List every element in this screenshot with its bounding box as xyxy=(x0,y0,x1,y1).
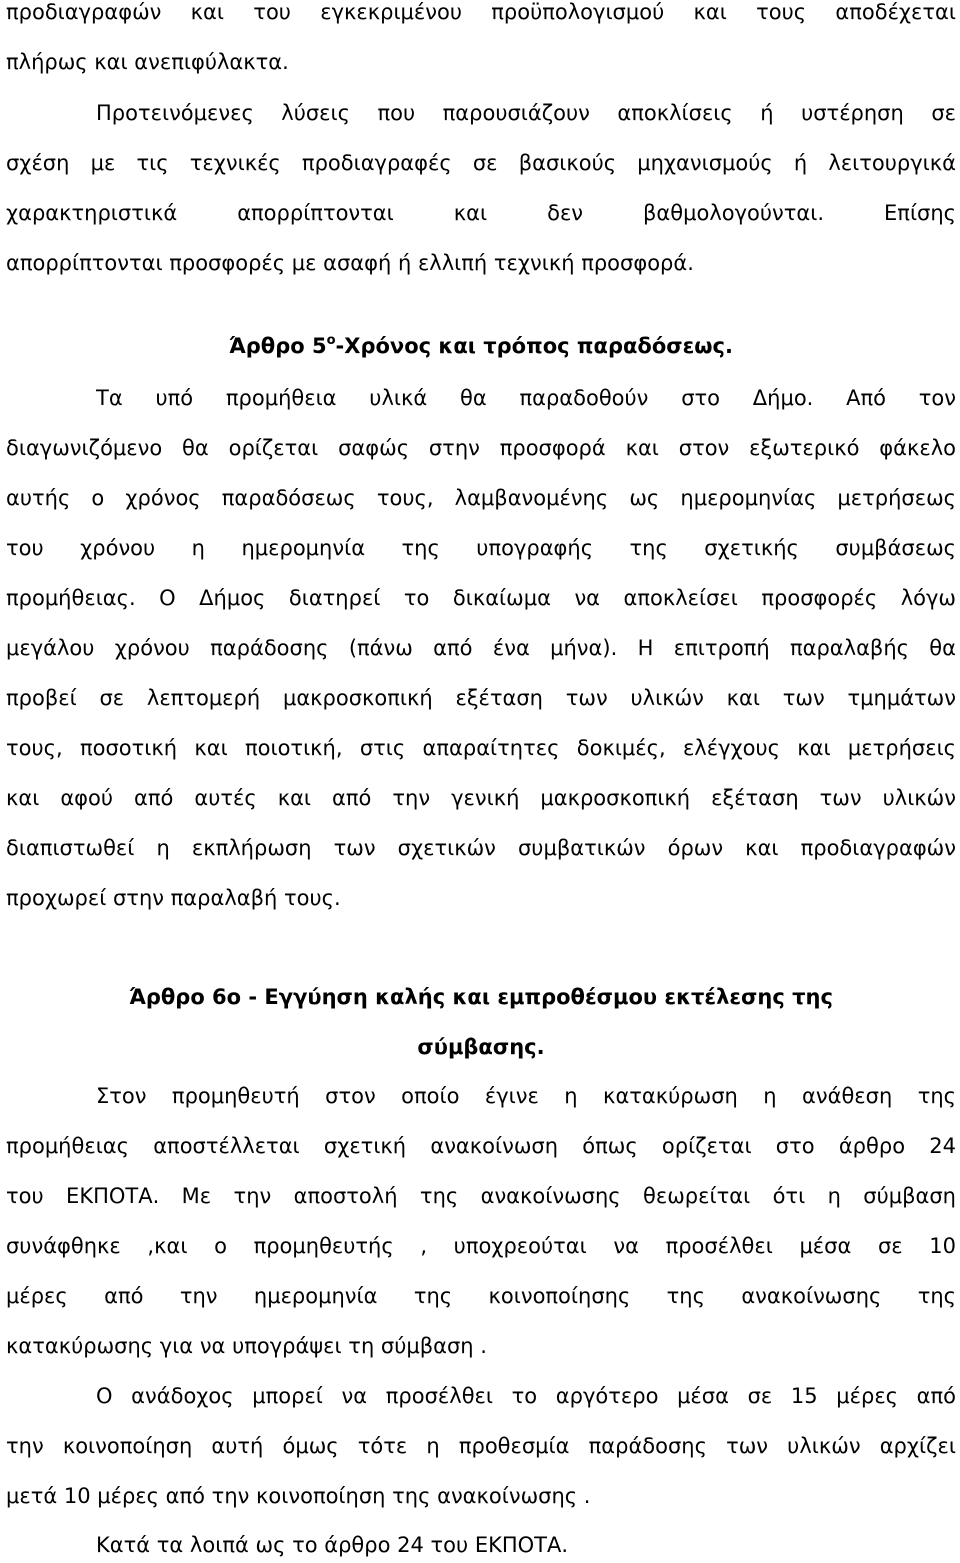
paragraph-line: συνάφθηκε ,και ο προμηθευτής , υποχρεούται να προσέλθει μέσα σε 10 xyxy=(6,1234,956,1258)
paragraph-line: προχωρεί στην παραλαβή τους. xyxy=(6,886,341,910)
paragraph-line: Προτεινόμενες λύσεις που παρουσιάζουν αποκλίσεις ή υστέρηση σε xyxy=(96,101,956,125)
paragraph-line: διαγωνιζόμενο θα ορίζεται σαφώς στην προσφορά και στον εξωτερικό φάκελο xyxy=(6,436,956,460)
paragraph-line: προδιαγραφών και του εγκεκριμένου προϋπολογισμού και τους αποδέχεται xyxy=(6,0,956,24)
paragraph-line: διαπιστωθεί η εκπλήρωση των σχετικών συμβατικών όρων και προδιαγραφών xyxy=(6,836,956,860)
paragraph-line: του ΕΚΠΟΤΑ. Με την αποστολή της ανακοίνωσης θεωρείται ότι η σύμβαση xyxy=(6,1184,956,1208)
article-5-title: -Χρόνος και τρόπος παραδόσεως. xyxy=(335,334,733,358)
paragraph-line: Τα υπό προμήθεια υλικά θα παραδοθούν στο Δήμο. Από τον xyxy=(96,386,956,410)
paragraph-line: μετά 10 μέρες από την κοινοποίηση της ανακοίνωσης . xyxy=(6,1484,591,1508)
paragraph-line: του χρόνου η ημερομηνία της υπογραφής της σχετικής συμβάσεως xyxy=(6,536,956,560)
paragraph-line: προμήθειας αποστέλλεται σχετική ανακοίνωση όπως ορίζεται στο άρθρο 24 xyxy=(6,1134,956,1158)
article-5-superscript: ο xyxy=(326,333,336,348)
paragraph-line: και αφού από αυτές και από την γενική μακροσκοπική εξέταση των υλικών xyxy=(6,786,956,810)
paragraph-line: την κοινοποίηση αυτή όμως τότε η προθεσμία παράδοσης των υλικών αρχίζει xyxy=(6,1434,956,1458)
paragraph-line: Στον προμηθευτή στον οποίο έγινε η κατακύρωση η ανάθεση της xyxy=(96,1084,956,1108)
paragraph-line: Κατά τα λοιπά ως το άρθρο 24 του ΕΚΠΟΤΑ. xyxy=(96,1533,569,1557)
paragraph-line: κατακύρωσης για να υπογράψει τη σύμβαση . xyxy=(6,1334,487,1358)
paragraph-line: τους, ποσοτική και ποιοτική, στις απαραίτητες δοκιμές, ελέγχους και μετρήσεις xyxy=(6,736,956,760)
article-5-heading xyxy=(6,329,956,363)
paragraph-line: Ο ανάδοχος μπορεί να προσέλθει το αργότερο μέσα σε 15 μέρες από xyxy=(96,1384,956,1408)
paragraph-line: προβεί σε λεπτομερή μακροσκοπική εξέταση των υλικών και των τμημάτων xyxy=(6,686,956,710)
paragraph-line: πλήρως και ανεπιφύλακτα. xyxy=(6,50,289,74)
paragraph-line: σχέση με τις τεχνικές προδιαγραφές σε βασικούς μηχανισμούς ή λειτουργικά xyxy=(6,151,956,175)
paragraph-line: απορρίπτονται προσφορές με ασαφή ή ελλιπή τεχνική προσφορά. xyxy=(6,251,694,275)
paragraph-line: προμήθειας. Ο Δήμος διατηρεί το δικαίωμα να αποκλείσει προσφορές λόγω xyxy=(6,586,956,610)
paragraph-line: μέρες από την ημερομηνία της κοινοποίησης της ανακοίνωσης της xyxy=(6,1284,956,1308)
article-6-heading-line-2: σύμβασης. xyxy=(417,1035,545,1059)
paragraph-line: μεγάλου χρόνου παράδοσης (πάνω από ένα μήνα). Η επιτροπή παραλαβής θα xyxy=(6,636,956,660)
paragraph-line: αυτής ο χρόνος παραδόσεως τους, λαμβανομένης ως ημερομηνίας μετρήσεως xyxy=(6,486,956,510)
paragraph-line: χαρακτηριστικά απορρίπτονται και δεν βαθμολογούνται. Επίσης xyxy=(6,201,956,225)
article-6-heading-line-1: Άρθρο 6ο - Εγγύηση καλής και εμπροθέσμου εκτέλεσης της xyxy=(129,985,833,1009)
article-5-prefix: Άρθρο 5 xyxy=(229,334,327,358)
